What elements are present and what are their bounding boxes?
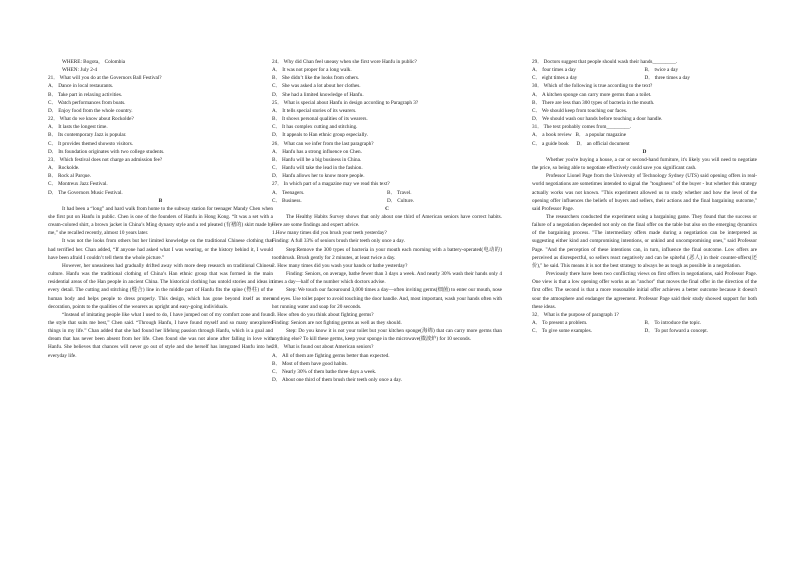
question-28: 28． What is found out about American seniors?	[272, 344, 374, 351]
q32-options-row	[532, 319, 757, 327]
option: C． Business.	[272, 197, 302, 204]
option: A． Teenagers.	[272, 189, 305, 196]
question-26: 26． What can we infer from the last paragraph?	[272, 140, 374, 147]
option: D． three times a day	[644, 75, 691, 82]
option: D． Hanfu allows her to know more people.	[272, 173, 365, 180]
option: C． Watch performances from boats.	[48, 99, 126, 106]
option: A． To present a problem.	[532, 320, 588, 326]
question-31: 31． The text probably comes from_________.	[532, 124, 632, 131]
passage-c-line: 2. How many times did you wash your hands or bathe yesterday?	[272, 262, 408, 269]
option: C． Hanfu will take the lead in the fashion.	[272, 165, 363, 172]
question-25: 25． What is special about Hanfu in design according to Paragraph 3?	[272, 99, 419, 106]
option: A． It lasts the longest time.	[48, 124, 108, 131]
option: C． She was asked a lot about her clothes.	[272, 83, 361, 90]
option: A． four times a day	[532, 67, 576, 74]
option: C． Montreux Jazz Festival.	[48, 181, 108, 188]
column-1	[48, 58, 273, 360]
option: D． The Governors Music Festival.	[48, 189, 123, 196]
q27-options-row	[272, 197, 502, 205]
question-30: 30． Which of the following is true according to the text?	[532, 83, 653, 90]
question-23: 23． Which festival does not charge an admission fee?	[48, 156, 163, 163]
passage-d-paragraph: Professor Lionel Page from the University of Technology Sydney (UTS) said opening offers in real-world negotiations are sometimes intended to signal the "toughness" of the buyer - but whether this strategy actually works was not known. "This experiment allowed us to study whether and how the level of the opening offer influences the beliefs of buyers and sellers, their actions and the final bargaining outcome," said Professor Page.	[532, 173, 757, 212]
passage-c-paragraph: Step: Do you know it is not your toilet but your kitchen sponge(海绵) that can carry more germs than anything else? To kill these germs, keep your sponge in the microwave(微波炉) for 10 seconds.	[272, 328, 502, 343]
option: A． It was not proper for a long walk.	[272, 67, 352, 74]
question-22: 22． What do we know about Rockolde?	[48, 116, 134, 123]
option: B． Most of them have good habits.	[272, 360, 348, 367]
option: D． We should wash our hands before touching a door handle.	[532, 116, 663, 123]
passage-c-paragraph: The Healthy Habits Survey shows that only about one third of American seniors have correct habits. Here are some findings and expert advice.	[272, 213, 502, 229]
option: D． Enjoy food from the whole country.	[48, 107, 133, 114]
passage-d-paragraph: The researchers conducted the experiment using a bargaining game. They found that the success or failure of a negotiation depended not only on the final offer on the table but also on the emerging dynamics of the bargaining process. "The intermediary offers made during a negotiation can be interpreted as suggesting either kind and compromising intentions, or unkind and uncompromising ones," said Professor Page. "And the perception of these intentions can, in turn, influence the final outcome. Low offers are perceived as disrespectful, so sellers react negatively and can be spiteful (恶人) in their counter-offers(还价)," he said. This means it is not the best strategy to always be as tough as possible in a negotiation.	[532, 213, 757, 269]
question-24: 24． Why did Chan feel uneasy when she first wore Hanfu in public?	[272, 59, 417, 65]
option: A． All of them are fighting germs better than expected.	[272, 352, 390, 359]
q27-options-row	[272, 189, 502, 197]
question-21: 21． What will you do at the Governors Ball Festival?	[48, 75, 162, 82]
question-27: 27． In which part of a magazine may we read this text?	[272, 181, 390, 188]
option: B． Its contemporary Jazz is popular.	[48, 132, 127, 139]
option: D． To put forward a concept.	[644, 328, 709, 335]
column-3	[532, 58, 757, 335]
option: D． Its foundation originates with two college students.	[48, 148, 165, 155]
passage-b-paragraph: However, her uneasiness had gradually drifted away with more deep research on traditional Chinese culture. Hanfu was the traditional clothing of China’s Han ethnic group that was formed in the main residential areas of the Han people in ancient China. The historical clothing has untold stories and ideas in every detail. The cutting and stitching (缝合) line in the middle part of Hanfu fits the spine (脊柱) of the human body and helps people to dress properly. This design, which has gone beyond itself as mere decoration, points to the qualities of the wearers as upright and easy-going individuals.	[48, 262, 273, 310]
passage-c-paragraph: Finding: Seniors, on average, bathe fewer than 3 days a week. And nearly 30% wash their hands only 4 times a day—half of the number which doctors advise.	[272, 271, 502, 286]
option: A． Dance in local restaurants.	[48, 83, 114, 90]
q29-options-row	[532, 66, 757, 74]
option: C． We should keep from touching our faces.	[532, 107, 628, 114]
q32-options-row	[532, 327, 757, 335]
q29-options-row	[532, 74, 757, 82]
option: D． She had a limited knowledge of Hanfu.	[272, 91, 364, 98]
option: A． Hanfu has a strong influence on Chen.	[272, 148, 362, 155]
option: C． To give some examples.	[532, 328, 592, 335]
option: B． Travel.	[387, 189, 412, 196]
option: D． It appeals to Han ethnic group especially.	[272, 132, 368, 139]
option: B． She didn’t like the looks from others.	[272, 75, 360, 82]
passage-b-paragraph: “Instead of imitating people like what I used to do, I have jumped out of my comfort zone and found the style that suits me best,” Chen said. “Through Hanfu, I have found myself and so many unexplored things in my life.” Chan added that she had found her lifelong passion through Hanfu, which is a goal and dream that has never been absent from her life. Chen found she was not alone after falling in love with Hanfu. She believes that chances will never go out of style and she herself has integrated Hanfu into her everyday life.	[48, 311, 273, 359]
passage-c-line: Finding: Seniors are not fighting germs as well as they should.	[272, 320, 402, 326]
question-29: 29． Doctors suggest that people should wash their hands_________.	[532, 59, 678, 65]
q31-options-row: C． a guide book D． an official document	[532, 140, 630, 147]
option: C． eight times a day	[532, 75, 578, 82]
passage-c-line: 1.How many times did you brush your teeth yesterday?	[272, 230, 387, 237]
passage-b-paragraph: It was not the looks from others but her limited knowledge on the traditional Chinese clothing that had terrified her. Chan added, “If anyone had asked what I was wearing, or the history behind it, I would have been afraid I couldn’t tell them the whole picture.”	[48, 238, 273, 261]
section-heading-b: B	[158, 197, 163, 204]
question-32: 32． What is the purpose of paragraph 1?	[532, 311, 619, 318]
passage-c-paragraph: Step:Remove the 300 types of bacteria in your mouth each morning with a battery-operated(电动的) toothbrush. Brush gently for 2 minutes, at least twice a day.	[272, 246, 502, 261]
option: B． There are less than 300 types of bacteria in the mouth.	[532, 99, 655, 106]
option: B． Rock al Parque.	[48, 173, 91, 180]
section-heading-c: C	[385, 205, 389, 212]
section-heading-d: D	[642, 148, 647, 155]
option: B． It shows personal qualities of its wearers.	[272, 116, 368, 123]
passage-d-paragraph: Previously there have been two conflicting views on first offers in negotiations, said Professor Page. One view is that a low opening offer works as an "anchor" that moves the final offer in the direction of the first offer. The second is that a more reasonable initial offer achieves a better outcome because it doesn't sour the atmosphere and endanger the agreement. Professor Page said their study showed support for both these ideas.	[532, 271, 757, 310]
passage-c-paragraph: Step: We touch our facearound 3,000 times a day—often inviting germs(细菌) to enter our mouth, nose and eyes. Use toilet paper to avoid touching the door handle. And, most important, wash your hands often with hot running water and soap for 20 seconds.	[272, 287, 502, 310]
option: B． twice a day	[644, 67, 679, 74]
option: C． It provides themed showsto visitors.	[48, 140, 134, 147]
option: D． Culture.	[387, 197, 415, 204]
option: C． Nearly 30% of them bathe three days a week.	[272, 368, 377, 375]
option: B． To introduce the topic.	[644, 320, 702, 326]
q31-options-row: A． a book review B． a popular magazine	[532, 132, 627, 139]
option: B． Take part in relaxing activities.	[48, 91, 123, 98]
passage-d-paragraph: Whether you're buying a house, a car or second-hand furniture, it's likely you will need to negotiate the price, so being able to negotiate effectively could save you significant cash.	[532, 156, 757, 172]
festival-where: WHERE: Bogota， Colombia	[62, 59, 126, 65]
passage-c-line: 3. How often do you think about fighting germs?	[272, 311, 374, 318]
option: C． It has complex cutting and stitching.	[272, 124, 358, 131]
passage-b-paragraph: It had been a “long” and hard walk from home to the subway station for teenager Mandy Chen when she first put on Hanfu in public. Chen is one of the founders of Hanfu in Hong Kong. “It was a set with a cream-colored shirt, a brown jacket in China’s Ming dynasty style and a red pleated (有褶的) skirt made by me,” she recalled recently, almost 10 years later.	[48, 205, 273, 237]
option: B． Hanfu will be a big business in China.	[272, 156, 362, 163]
option: D． About one third of them brush their teeth only once a day.	[272, 377, 403, 384]
option: A． It tells special stories of its wearers.	[272, 107, 357, 114]
option: A． Rockolde.	[48, 165, 80, 172]
column-2	[272, 58, 502, 384]
option: A． A kitchen sponge can carry more germs than a toilet.	[532, 91, 652, 98]
festival-when: WHEN: July 2-4	[62, 67, 98, 74]
passage-c-line: Finding: A full 33% of seniors brush their teeth only once a day.	[272, 238, 405, 245]
